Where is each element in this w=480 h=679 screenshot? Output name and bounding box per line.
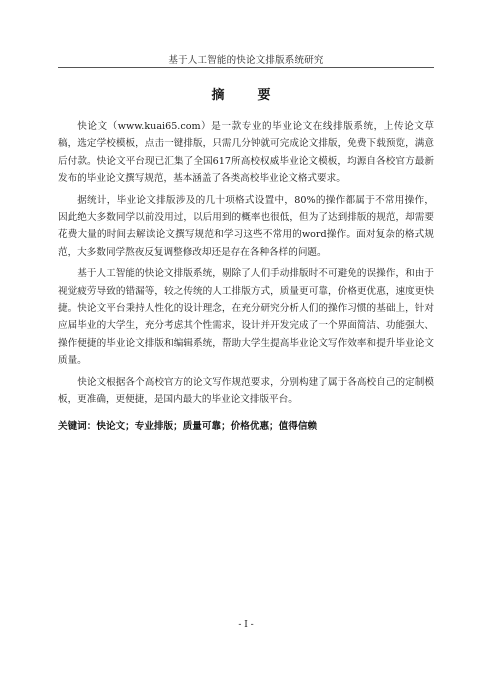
header-rule [58, 67, 434, 68]
keywords-line: 关键词：快论文；专业排版；质量可靠；价格优惠；值得信赖 [58, 420, 318, 432]
abstract-title: 摘 要 [211, 88, 281, 103]
abstract-body [58, 118, 434, 435]
abstract-paragraph: 快论文（www.kuai65.com）是一款专业的毕业论文在线排版系统，上传论文草稿，选定学校模板，点击一键排版，只需几分钟就可完成论文排版，免费下载预览，满意后付款。快论文平台现已汇集了全国617所高校权威毕业论文模板，均源自各校官方最新发布的毕业论文撰写规范，基本涵盖了各类高校毕业论文格式要求。 [58, 121, 434, 185]
abstract-paragraph: 快论文根据各个高校官方的论文写作规范要求，分别构建了属于各高校自己的定制模板，更准确，更便捷，是国内最大的毕业论文排版平台。 [58, 376, 434, 406]
abstract-paragraph: 据统计，毕业论文排版涉及的几十项格式设置中，80%的操作都属于不常用操作，因此绝大多数同学以前没用过，以后用到的概率也很低，但为了达到排版的规范，却需要花费大量的时间去解读论文撰写规范和学习这些不常用的word操作。面对复杂的格式规范，大多数同学熬夜反复调整修改却还是存在各种各样的问题。 [58, 194, 434, 258]
page-number: - I - [238, 620, 254, 630]
running-header: 基于人工智能的快论文排版系统研究 [168, 55, 324, 66]
abstract-paragraph: 基于人工智能的快论文排版系统，剔除了人们手动排版时不可避免的误操作，和由于视觉疲劳导致的错漏等，较之传统的人工排版方式，质量更可靠，价格更优惠，速度更快捷。快论文平台秉持人性化的设计理念，在充分研究分析人们的操作习惯的基础上，针对应届毕业的大学生，充分考虑其个性需求，设计并开发完成了一个界面简洁、功能强大、操作便捷的毕业论文排版和编辑系统，帮助大学生提高毕业论文写作效率和提升毕业论文质量。 [58, 268, 434, 367]
